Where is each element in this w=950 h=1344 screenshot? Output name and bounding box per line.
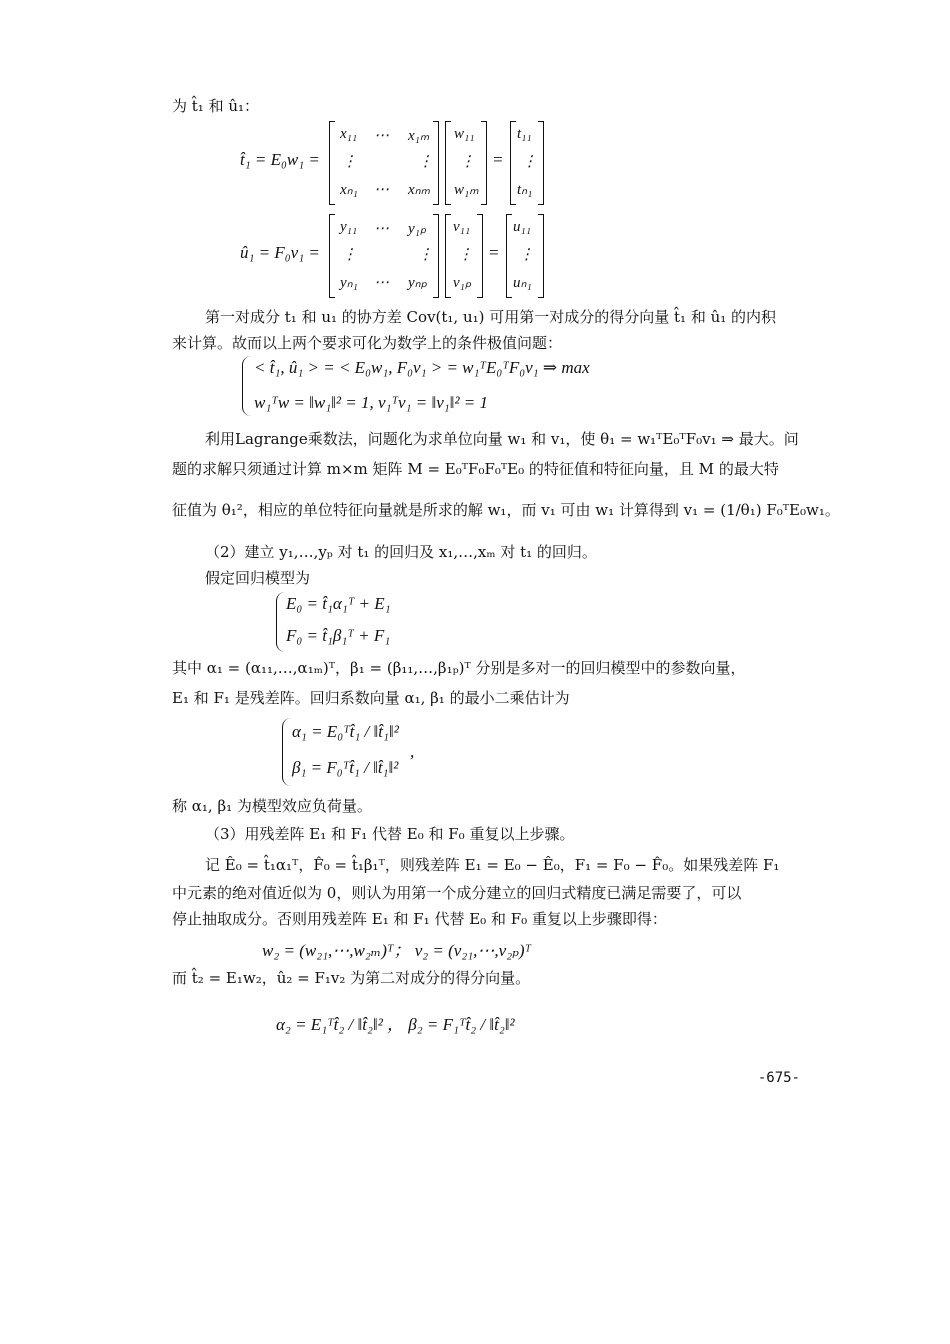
t-cell: t₁₁	[517, 126, 532, 142]
x-cell: xₙₘ	[408, 182, 430, 198]
eq-ls-2: β₁ = F₀ᵀt̂₁ / ‖t̂₁‖²	[292, 758, 399, 777]
x-cell: ⋯	[374, 182, 389, 198]
eq-u1-lhs: û₁ = F₀v₁ =	[240, 243, 320, 262]
x-cell: x₁₁	[340, 126, 358, 142]
matrix-t	[510, 122, 544, 204]
x-cell: x₁ₘ	[408, 128, 430, 144]
eq-opt-1: < t̂₁, û₁ > = < E₀w₁, F₀v₁ > = w₁ᵀE₀ᵀF₀v₁ ⇒ max	[254, 358, 590, 377]
eq-w2-v2: w₂ = (w₂₁,⋯,w₂ₘ)ᵀ； v₂ = (v₂₁,⋯,v₂ₚ)ᵀ	[262, 941, 532, 960]
v-cell: v₁ₚ	[453, 275, 472, 291]
para-3: 来计算。故而以上两个要求可化为数学上的条件极值问题：	[172, 334, 563, 352]
para-8: 假定回归模型为	[205, 569, 311, 587]
eq-ls-1: α₁ = E₀ᵀt̂₁ / ‖t̂₁‖²	[292, 722, 399, 741]
eq-ls-comma: ,	[410, 742, 415, 761]
y-cell: y₁ₚ	[408, 221, 427, 237]
t-cell: tₙ₁	[517, 182, 533, 198]
x-cell: ⋯	[374, 128, 389, 144]
left-brace	[276, 592, 285, 652]
x-cell: ⋮	[418, 154, 433, 170]
matrix-x	[329, 122, 439, 204]
para-5: 题的求解只须通过计算 m×m 矩阵 M = E₀ᵀF₀F₀ᵀE₀ 的特征值和特征向量，且 M 的最大特	[172, 460, 779, 478]
para-4: 利用Lagrange乘数法，问题化为求单位向量 w₁ 和 v₁，使 θ₁ = w₁ᵀE₀ᵀF₀v₁ ⇒ 最大。问	[205, 430, 799, 448]
y-cell: ⋮	[342, 247, 357, 263]
eq-reg-1: E₀ = t̂₁α₁ᵀ + E₁	[286, 594, 391, 613]
para-15: 停止抽取成分。否则用残差阵 E₁ 和 F₁ 代替 E₀ 和 F₀ 重复以上步骤即得：	[172, 910, 667, 928]
matrix-w	[445, 122, 487, 204]
x-cell: xₙ₁	[340, 182, 358, 198]
eq-t1-lhs: t̂₁ = E₀w₁ =	[240, 150, 320, 169]
para-6: 征值为 θ₁²，相应的单位特征向量就是所求的解 w₁，而 v₁ 可由 w₁ 计算得到 v₁ = (1/θ₁) F₀ᵀE₀w₁。	[172, 501, 840, 519]
page-number: -675-	[757, 1070, 800, 1086]
para-10: E₁ 和 F₁ 是残差阵。回归系数向量 α₁, β₁ 的最小二乘估计为	[172, 689, 570, 707]
para-9: 其中 α₁ = (α₁₁,…,α₁ₘ)ᵀ，β₁ = (β₁₁,…,β₁ₚ)ᵀ 分别是多对一的回归模型中的参数向量，	[172, 659, 746, 677]
para-16: 而 t̂₂ = E₁w₂，û₂ = F₁v₂ 为第二对成分的得分向量。	[172, 969, 531, 987]
left-brace	[282, 718, 291, 786]
left-brace	[242, 356, 251, 416]
w-cell: w₁ₘ	[454, 182, 479, 198]
para-11: 称 α₁, β₁ 为模型效应负荷量。	[172, 797, 372, 815]
y-cell: ⋯	[374, 221, 389, 237]
matrix-y	[329, 215, 439, 297]
x-cell: ⋮	[342, 154, 357, 170]
y-cell: y₁₁	[340, 219, 358, 235]
eq-reg-2: F₀ = t̂₁β₁ᵀ + F₁	[286, 626, 391, 645]
para-13: 记 Ê₀ = t̂₁α₁ᵀ，F̂₀ = t̂₁β₁ᵀ，则残差阵 E₁ = E₀ − Ê₀，F₁ = F₀ − F̂₀。如果残差阵 F₁	[205, 856, 780, 874]
matrix-u	[506, 215, 544, 297]
t-cell: ⋮	[522, 154, 537, 170]
u-cell: ⋮	[519, 247, 534, 263]
eq-equals: =	[492, 150, 504, 169]
para-2: 第一对成分 t₁ 和 u₁ 的协方差 Cov(t₁, u₁) 可用第一对成分的得分向量 t̂₁ 和 û₁ 的内积	[205, 308, 777, 326]
para-7: （2）建立 y₁,…,yₚ 对 t₁ 的回归及 x₁,…,xₘ 对 t₁ 的回归。	[205, 543, 597, 561]
v-cell: v₁₁	[453, 219, 471, 235]
para-12: （3）用残差阵 E₁ 和 F₁ 代替 E₀ 和 F₀ 重复以上步骤。	[205, 825, 575, 843]
eq-alpha2-beta2: α₂ = E₁ᵀt̂₂ / ‖t̂₂‖² ， β₂ = F₁ᵀt̂₂ / ‖t̂₂‖²	[276, 1015, 515, 1034]
matrix-v	[445, 215, 483, 297]
v-cell: ⋮	[458, 247, 473, 263]
para-1: 为 t̂₁ 和 û₁：	[172, 97, 260, 115]
w-cell: w₁₁	[454, 126, 475, 142]
eq-equals: =	[488, 243, 500, 262]
u-cell: u₁₁	[513, 219, 531, 235]
y-cell: ⋮	[418, 247, 433, 263]
u-cell: uₙ₁	[513, 275, 532, 291]
y-cell: yₙ₁	[340, 275, 358, 291]
y-cell: ⋯	[374, 275, 389, 291]
y-cell: yₙₚ	[408, 275, 428, 291]
w-cell: ⋮	[460, 154, 475, 170]
eq-opt-2: w₁ᵀw = ‖w₁‖² = 1, v₁ᵀv₁ = ‖v₁‖² = 1	[254, 393, 489, 412]
para-14: 中元素的绝对值近似为 0，则认为用第一个成分建立的回归式精度已满足需要了，可以	[172, 884, 742, 902]
